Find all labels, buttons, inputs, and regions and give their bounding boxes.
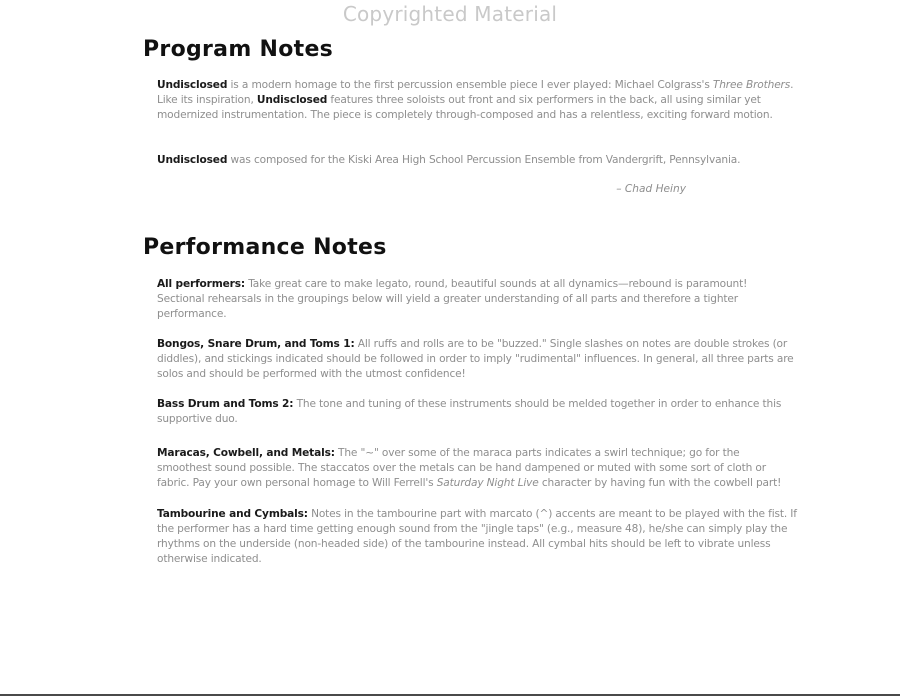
- note-bass-drum-toms2: Bass Drum and Toms 2: The tone and tuning of these instruments should be melded together in order to enhance this supportive duo.: [157, 398, 782, 425]
- note-all-performers: All performers: Take great care to make legato, round, beautiful sounds at all dynamics—rebound is paramount! Sectional rehearsals in the groupings below will yield a greater understanding of all parts and therefore a tighter performance.: [157, 278, 748, 320]
- composer-signature: – Chad Heiny: [616, 183, 686, 195]
- copyright-watermark: Copyrighted Material: [342, 2, 558, 26]
- note-maracas-cowbell-metals: Maracas, Cowbell, and Metals: The "~" over some of the maraca parts indicates a swirl technique; go for the smoothest sound possible. The staccatos over the metals can be hand dampened or muted with some sort of cloth or fabric. Pay your own personal homage to Will Ferrell's Saturday Night Live character by having fun with the cowbell part!: [157, 447, 782, 489]
- program-notes-heading: Program Notes: [143, 37, 334, 62]
- performance-notes-heading: Performance Notes: [143, 235, 387, 260]
- program-notes-paragraph-1: Undisclosed is a modern homage to the first percussion ensemble piece I ever played: Michael Colgrass's Three Brothers. Like its inspiration, Undisclosed features three soloists out front and six performers in the back, all using similar yet modernized instrumentation. The piece is completely through-composed and has a relentless, exciting forward motion.: [157, 79, 794, 121]
- program-notes-paragraph-2: Undisclosed was composed for the Kiski Area High School Percussion Ensemble from Vandergrift, Pennsylvania.: [157, 154, 741, 166]
- note-tambourine-cymbals: Tambourine and Cymbals: Notes in the tambourine part with marcato (^) accents are meant to be played with the fist. If the performer has a hard time getting enough sound from the "jingle taps" (e.g., measure 48), he/she can simply play the rhythms on the underside (non-headed side) of the tambourine instead. All cymbal hits should be left to vibrate unless otherwise indicated.: [157, 508, 797, 565]
- note-bongos-snare-toms1: Bongos, Snare Drum, and Toms 1: All ruffs and rolls are to be "buzzed." Single slashes on notes are double strokes (or diddles), and stickings indicated should be followed in order to imply "rudimental" influences. In general, all three parts are solos and should be performed with the utmost confidence!: [157, 338, 794, 380]
